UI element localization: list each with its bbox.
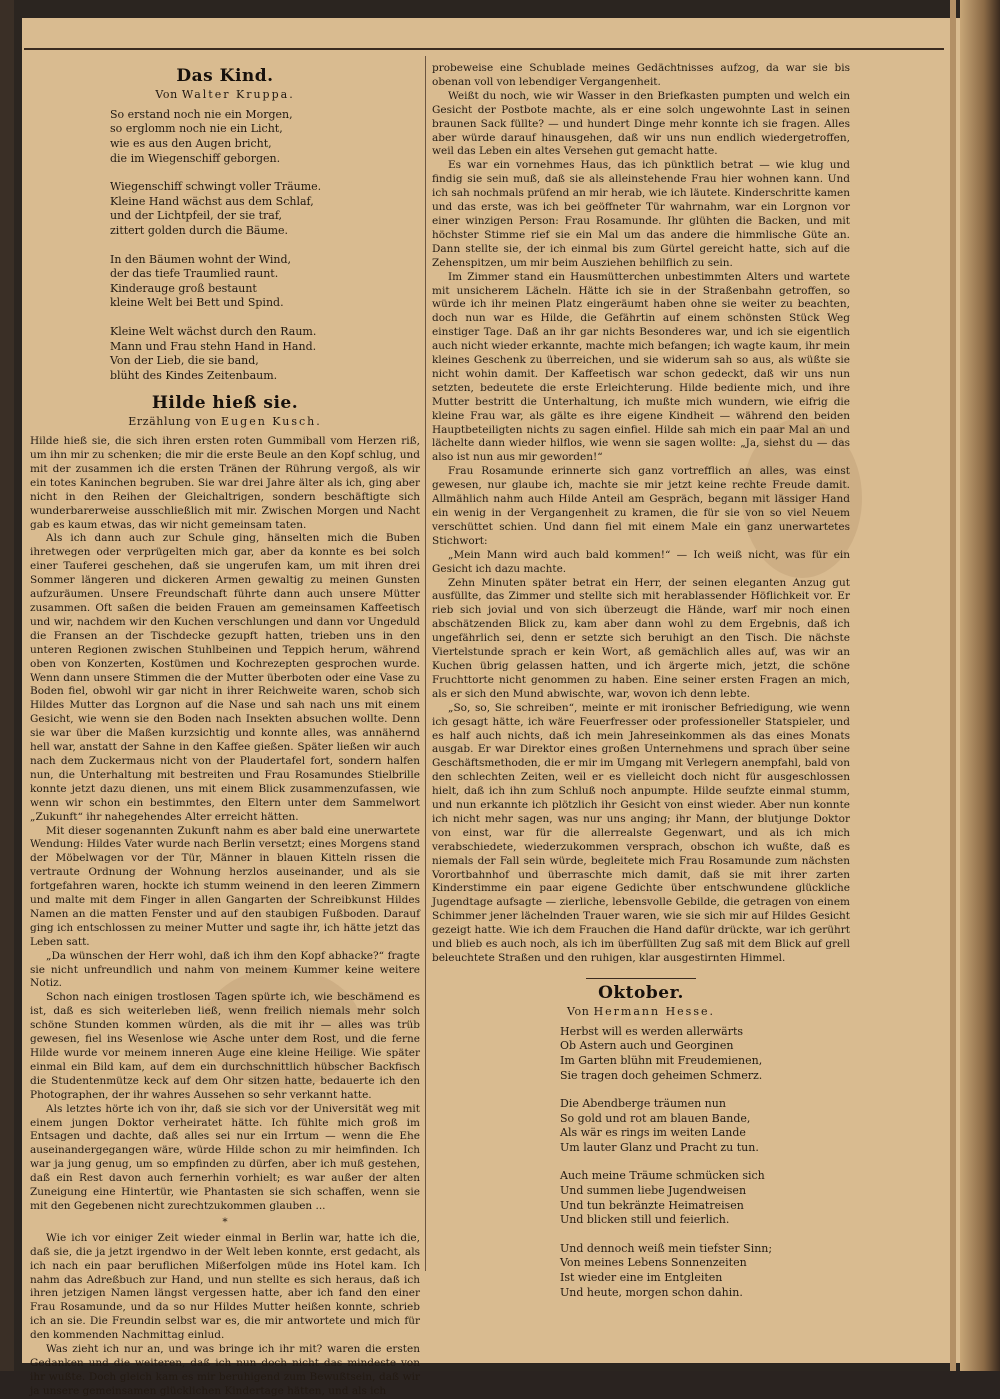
- page-edge: [950, 0, 956, 1371]
- poem-title-oktober: Oktober.: [598, 982, 684, 1003]
- poem-byline: [432, 1005, 850, 1019]
- poem-line: Herbst will es werden allerwärts: [560, 1024, 744, 1038]
- poem-line: Sie tragen doch geheimen Schmerz.: [560, 1068, 763, 1082]
- byline-prefix: Von: [155, 87, 178, 101]
- poem-stanza: [110, 325, 420, 383]
- poem-line: Als wär es rings im weiten Lande: [560, 1126, 746, 1140]
- byline-prefix: Von: [567, 1004, 590, 1018]
- story-paragraph: Zehn Minuten später betrat ein Herr, der seinen eleganten Anzug gut ausfüllte, das Zimmer und stellte sich mit herablassender Höflichkeit vor. Er rieb sich jovial und von sich überzeugt die Hände, warf mir noch einen abschätzenden Blick zu, kam aber dann wohl zu dem Ergebnis, daß ich ungefährlich sei, denn er setzte sich beruhigt an den Tisch. Die nächste Viertelstunde sprach er kein Wort, aß gemächlich alles auf, was wir an Kuchen übrig gelassen hatten, und ich ärgerte mich, jetzt, die schöne Fruchttorte nicht genommen zu haben. Eine seiner ersten Fragen an mich, als er sich den Mund abwischte, war, wovon ich denn lebte.: [432, 576, 850, 700]
- poem-stanza: [110, 180, 420, 238]
- story-paragraph: Was zieht ich nur an, und was bringe ich ihr mit? waren die ersten Gedanken und die weiteren, daß ich nun doch nicht das mindeste von ihr wußte. Doch gleich kam es mir beruhigend zum Bewußtsein, daß wir ja unsere gemeinsamen glücklichen Kindertage hätten, und als ich: [30, 1343, 420, 1397]
- byline-prefix: Erzählung von: [128, 415, 217, 429]
- poem-line: und der Lichtpfeil, der sie traf,: [110, 209, 283, 223]
- poem-line: der das tiefe Traumlied raunt.: [110, 267, 279, 281]
- poem-line: zittert golden durch die Bäume.: [110, 223, 289, 237]
- poem-stanza: [560, 1025, 850, 1083]
- poem-line: wie es aus den Augen bricht,: [110, 137, 272, 150]
- poem-stanza: [560, 1242, 850, 1300]
- story-paragraph: Hilde hieß sie, die sich ihren ersten roten Gummiball vom Herzen riß, um ihn mir zu schenken; die mir die erste Beule an den Kopf schlug, und mit der zusammen ich die ersten Tränen der Rührung vergoß, als wir ein totes Kaninchen begruben. Sie war drei Jahre älter als ich, ging aber nicht in den Reihen der Gleichaltrigen, sondern beschäftigte sich wunderbarerweise ausschließlich mit mir. Zwischen Morgen und Nacht gab es kaum etwas, das wir nicht gemeinsam taten.: [30, 435, 420, 531]
- poem-line: Und summen liebe Jugendweisen: [560, 1184, 747, 1198]
- column-divider: [425, 56, 426, 1271]
- poem-line: In den Bäumen wohnt der Wind,: [110, 252, 291, 266]
- story-title-hilde: Hilde hieß sie.: [151, 393, 299, 414]
- story-paragraph: Mit dieser sogenannten Zukunft nahm es aber bald eine unerwartete Wendung: Hildes Vater wurde nach Berlin versetzt; eines Morgens stand der Möbelwagen vor der Tür, Männer in blauen Kitteln rissen die vertraute Ordnung der Wohnung herzlos auseinander, und als sie fortgefahren waren, hockte ich stumm weinend in den leeren Zimmern und malte mit dem Finger in allen Gangarten der Schreibkunst Hildes Namen an die matten Fenster und auf den staubigen Fußboden. Darauf ging ich entschlossen zu meiner Mutter und sagte ihr, ich hätte jetzt das Leben satt.: [30, 824, 420, 948]
- poem-line: Ob Astern auch und Georginen: [560, 1039, 734, 1053]
- poem-line: die im Wiegenschiff geborgen.: [110, 151, 281, 165]
- poem-line: Ist wieder eine im Entgleiten: [560, 1271, 723, 1285]
- byline-author: Hermann Hesse.: [593, 1004, 715, 1018]
- story-paragraph: Wie ich vor einiger Zeit wieder einmal in Berlin war, hatte ich die, daß sie, die ja jetzt irgendwo in der Welt leben konnte, erst gedacht, als ich nach ein paar beruflichen Mißerfolgen müde ins Hotel kam. Ich nahm das Adreßbuch zur Hand, und nun stellte es sich heraus, daß ich ihren jetzigen Namen längst vergessen hatte, aber ich fand den einer Frau Rosamunde, und da so nur Hildes Mutter heißen konnte, schrieb ich an sie. Die Freundin selbst war es, die mir antwortete und mich für den kommenden Nachmittag einlud.: [30, 1231, 420, 1342]
- poem-line: Die Abendberge träumen nun: [560, 1097, 726, 1111]
- book-binding: [960, 0, 1000, 1371]
- poem-line: So erstand noch nie ein Morgen,: [110, 107, 293, 121]
- poem-byline: [30, 88, 420, 102]
- top-rule: [24, 48, 944, 50]
- poem-line: Von meines Lebens Sonnenzeiten: [560, 1256, 747, 1270]
- poem-stanza: [110, 108, 420, 166]
- poem-stanza: [560, 1169, 850, 1227]
- poem-line: So gold und rot am blauen Bande,: [560, 1111, 751, 1125]
- poem-line: Und blicken still und feierlich.: [560, 1213, 730, 1227]
- poem-line: Wiegenschiff schwingt voller Träume.: [110, 180, 322, 194]
- poem-stanza: [560, 1097, 850, 1155]
- poem-line: Kinderauge groß bestaunt: [110, 281, 257, 295]
- poem-line: Und dennoch weiß mein tiefster Sinn;: [560, 1241, 773, 1255]
- story-paragraph: Schon nach einigen trostlosen Tagen spürte ich, wie beschämend es ist, daß es sich weiterleben ließ, wenn freilich niemals mehr solch schöne Stunden kommen würden, als die mit ihr — alles was trüb gewesen, fiel ins Wesenlose wie Asche unter dem Rost, und die ferne Hilde wurde vor meinem inneren Auge eine kleine Heilige. Wie später einmal ein Bild kam, auf dem ein durchschnittlich hübscher Backfisch die Studentenmütze keck auf dem Ohr sitzen hatte, bedauerte ich den Photographen, der ihr wahres Aussehen so sehr verkannt hatte.: [30, 991, 420, 1101]
- story-paragraph: Frau Rosamunde erinnerte sich ganz vortrefflich an alles, was einst gewesen, nur glaube ich, machte sie mir jetzt keine rechte Freude damit. Allmählich nahm auch Hilde Anteil am Gespräch, begann mit lässiger Hand ein wenig in der Vergangenheit zu kramen, die für sie von so viel Neuem verschüttet schien. Und dann fiel mit einem Male ein ganz unerwartetes Stichwort:: [432, 465, 850, 547]
- poem-line: Und heute, morgen schon dahin.: [560, 1285, 743, 1299]
- story-byline: [30, 415, 420, 429]
- left-column: [30, 62, 420, 1399]
- poem-line: blüht des Kindes Zeitenbaum.: [110, 368, 278, 382]
- story-paragraph: Es war ein vornehmes Haus, das ich pünktlich betrat — wie klug und findig sie sein muß, daß sie als alleinstehende Frau hier wohnen kann. Und ich sah nochmals prüfend an mir herab, wie ich läutete. Kinderschritte kamen und das erste, was ich bei geöffneter Tür wahrnahm, war ein Lorgnon vor einer winzigen Person: Frau Rosamunde. Ihr glühten die Backen, und mit höchster Stimme rief sie ein Mal um das andere die himmlische Güte an. Dann stellte sie, der ich einmal bis zum Gürtel gereicht hatte, sich auf die Zehenspitzen, um mir beim Ausziehen behilflich zu sein.: [432, 159, 850, 269]
- story-paragraph: „Da wünschen der Herr wohl, daß ich ihm den Kopf abhacke?“ fragte sie nicht unfreundlich und nahm von meinem Kummer keine weitere Notiz.: [30, 949, 420, 990]
- story-paragraph: Im Zimmer stand ein Hausmütterchen unbestimmten Alters und wartete mit unsicherem Lächeln. Hätte ich sie in der Straßenbahn getroffen, so würde ich ihr meinen Platz eingeräumt haben ohne sie weiter zu beachten, doch nun war es Hilde, die Gefährtin auf einem schönsten Stück Weg einstiger Tage. Daß an ihr gar nichts Besonderes war, und ich sie eigentlich auch nicht wieder erkannte, machte mich befangen; ich wagte kaum, ihr mein kleines Geschenk zu überreichen, und sie widerum sah so aus, als wüßte sie nicht wohin damit. Der Kaffeetisch war schon gedeckt, daß wir uns nun setzten, bedeutete die erste Erleichterung. Hilde bediente mich, und ihre Mutter bestritt die Unterhaltung, ich mußte mich wundern, wie eifrig die kleine Frau war, als gälte es ihre eigene Kindheit — während den beiden Hauptbeteiligten nichts zu sagen einfiel. Hilde sah mich ein paar Mal an und lächelte dann wieder hilflos, wie wenn sie sagen wollte: „Ja, siehst du — das also ist nun aus mir geworden!“: [432, 270, 850, 464]
- story-paragraph: Als ich dann auch zur Schule ging, hänselten mich die Buben ihretwegen oder verprügelten mich gar, aber da konnte es bei solch einer Tauferei geschehen, daß sie ungerufen kam, um mit ihren drei Sommer längeren und dickeren Armen gewaltig zu meinen Gunsten aufzuräumen. Unsere Freundschaft führte dann auch unsere Mütter zusammen. Oft saßen die beiden Frauen am gemeinsamen Kaffeetisch und wir, nachdem wir den Kuchen verschlungen und dann vor Ungeduld die Fransen an der Tischdecke gezupft hatten, trieben uns in den unteren Regionen zwischen Stuhlbeinen und Teppich herum, während oben von Konzerten, Kostümen und Kochrezepten gesprochen wurde. Wenn dann unsere Stimmen die der Mutter überboten oder eine Vase zu Boden fiel, obwohl wir gar nicht in ihrer Reichweite waren, schob sich Hildes Mutter das Lorgnon auf die Nase und sah nach uns mit einem Gesicht, wie wenn sie den Boden nach Insekten absuchen wollte. Denn sie war über die Maßen kurzsichtig und konnte alles, was annähernd hell war, anstatt der Sahne in den Kaffee gießen. Später ließen wir auch nach dem Zuckermaus nicht von der Plaudertafel fort, sondern halfen nun, die Unterhaltung mit bestreiten und Frau Rosamundes Stielbrille konnte jetzt dazu dienen, uns mit einem Blick zusammenzufassen, wie wenn wir schon ein bestimmtes, den Eltern unter dem Sammelwort „Zukunft“ ihr nahegehendes Alter erreicht hätten.: [30, 532, 420, 823]
- poem-line: so erglomm noch nie ein Licht,: [110, 122, 283, 136]
- story-paragraph: Als letztes hörte ich von ihr, daß sie sich vor der Universität weg mit einem jungen Doktor verheiratet hätte. Ich fühlte mich groß im Entsagen und dachte, daß alles sei nur ein Irrtum — wenn die Ehe auseinandergegangen wäre, würde Hilde schon zu mir heimfinden. Ich war ja jung genug, um so empfinden zu dürfen, aber ich muß gestehen, daß ein Rest davon auch fernerhin vorhielt; es war außer der alten Zuneigung eine Hintertür, wie Phantasten sie sich schaffen, wenn sie mit den Gegebenen nicht zurechtzukommen glauben ...: [30, 1102, 420, 1212]
- story-paragraph: „Mein Mann wird auch bald kommen!“ — Ich weiß nicht, was für ein Gesicht ich dazu machte.: [432, 548, 850, 575]
- story-paragraph: Weißt du noch, wie wir Wasser in den Briefkasten pumpten und welch ein Gesicht der Postbote machte, als er eine solch ungewohnte Last in seinen braunen Sack füllte? — und hundert Dinge mehr konnte ich sie fragen. Alles aber würde darauf hinausgehen, daß wir uns nun endlich wiedergetroffen, weil das Leben ein altes Versehen gut gemacht hatte.: [432, 89, 850, 158]
- section-divider: [586, 978, 696, 979]
- poem-line: Im Garten blühn mit Freudemienen,: [560, 1053, 763, 1067]
- poem-title-das-kind: Das Kind.: [176, 66, 274, 86]
- poem-das-kind: [110, 108, 420, 384]
- poem-line: Kleine Welt wächst durch den Raum.: [110, 324, 317, 338]
- poem-line: kleine Welt bei Bett und Spind.: [110, 296, 284, 310]
- story-paragraph: „So, so, Sie schreiben“, meinte er mit ironischer Befriedigung, wie wenn ich gesagt hätte, ich wäre Feuerfresser oder professioneller Statspieler, und es half auch nichts, daß ich mein Jahreseinkommen als das eines Monats ausgab. Er war Direktor eines großen Unternehmens und sprach über seine Geschäftsmethoden, die er mir im Umgang mit Verlegern anempfahl, bald von den schlechten Zeiten, weil er es vielleicht doch nicht für ausgeschlossen hielt, daß ich ihn zum Schluß noch anpumpte. Hilde seufzte einmal stumm, und nun erkannte ich plötzlich ihr Gesicht von einst wieder. Aber nun konnte ich nicht mehr sagen, was nur uns anging; ihr Mann, der blutjunge Doktor von einst, war für die allerrealste Gegenwart, und als ich mich verabschiedete, wiederzukommen versprach, obschon ich wußte, daß es niemals der Fall sein würde, begleitete mich Frau Rosamunde zum nächsten Vorortbahnhof und überraschte mich damit, daß sie mit ihrer zarten Kinderstimme ein paar eigene Gedichte über entschwundene glückliche Jugendtage aufsagte — zierliche, lebensvolle Gebilde, die getragen von einem Schimmer jener lächelnden Trauer waren, wie sie sich mir auf Hildes Gesicht gezeigt hatte. Wie ich dem Frauchen die Hand dafür drückte, war ich gerührt und blieb es auch noch, als ich im überfüllten Zug saß mit dem Blick auf grell beleuchtete Straßen und den ruhigen, klar ausgestirnten Himmel.: [432, 701, 850, 964]
- right-column: [432, 62, 850, 1314]
- section-asterisk: *: [222, 1215, 228, 1228]
- poem-line: Und tun bekränzte Heimatreisen: [560, 1198, 744, 1212]
- byline-author: Walter Kruppa.: [181, 87, 295, 101]
- byline-author: Eugen Kusch.: [221, 415, 322, 429]
- story-paragraph: probeweise eine Schublade meines Gedächtnisses aufzog, da war sie bis obenan voll von lebendiger Vergangenheit.: [432, 62, 850, 88]
- poem-line: Kleine Hand wächst aus dem Schlaf,: [110, 194, 314, 208]
- poem-oktober: [560, 1025, 850, 1301]
- poem-stanza: [110, 253, 420, 311]
- poem-line: Um lauter Glanz und Pracht zu tun.: [560, 1140, 759, 1154]
- poem-line: Mann und Frau stehn Hand in Hand.: [110, 339, 317, 353]
- poem-line: Von der Lieb, die sie band,: [110, 354, 259, 368]
- book-spine: [0, 0, 14, 1371]
- poem-line: Auch meine Träume schmücken sich: [560, 1169, 765, 1183]
